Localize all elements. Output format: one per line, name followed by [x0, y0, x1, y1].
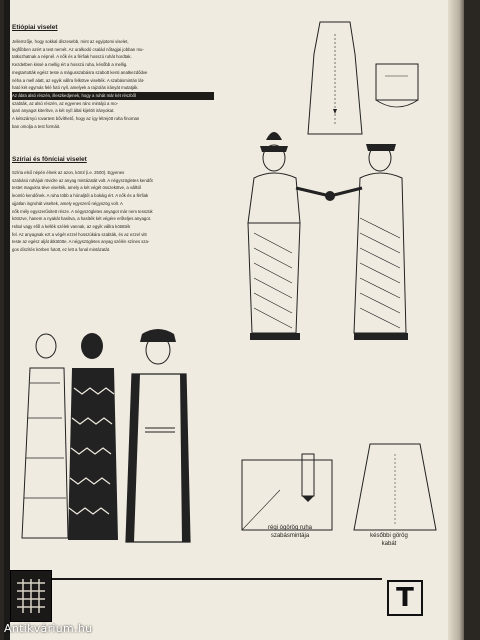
text-line: tatkozhatnak a népnél. A nők és a férfiak hosszú ruhát hordtak.	[12, 54, 132, 60]
text-line: néha a mell alatt, az egyik vállra felkötve viselték. A szabásmintán lát-	[12, 77, 145, 83]
text-line: Jellemzője, hogy sokkal díszesebb, mint az egyiptomi viselet,	[12, 39, 129, 44]
text-line: leomló kendőnek. A ruha több a hónaljtól a bokáig ért. A nők és a férfiak	[12, 193, 149, 199]
highlighted-text-line: Az ábra alsó részén, illeszkedjenek, hogy a ruhát már két részből	[12, 92, 214, 100]
text-line: gos díszítés körben futott, ez lett a fonal mintázatát.	[12, 247, 111, 253]
caption-line: kabát	[381, 541, 397, 547]
caption-later-greek-coat	[354, 532, 424, 548]
series-logo	[10, 570, 52, 622]
caption-line: régi ógörög ruha	[267, 525, 313, 531]
text-line: nők mély egyszerűsített része. A négyszögletes anyagot már nem tesszük	[12, 208, 153, 214]
caption-line: szabásmintája	[270, 533, 310, 539]
series-logo-icon	[11, 571, 51, 621]
text-line: ban omolja a test formáit.	[12, 123, 61, 129]
text-line: testet magukra téve viselték, amely a két végét összekötve, a válltól	[12, 185, 141, 191]
text-line: Szíria első népén élnek az azon, körül (i.e. 2500). Egyenes	[12, 170, 125, 175]
caption-line: későbbi görög	[370, 533, 408, 539]
caption-old-greek-pattern	[250, 524, 330, 540]
ethiopian-text	[12, 38, 214, 130]
text-line: kötözve, hanem a nyakát hasítva, a hasíték két végére erőteljes anyagot.	[12, 216, 152, 222]
syrian-text	[12, 169, 226, 254]
text-line: ipari anyagot kiterítve, a két nyíl által kijelölt irányokat.	[12, 108, 115, 114]
text-line: szabták, az alsó részén, az egyenes ránc mintájú a mo-	[12, 100, 119, 106]
text-line: Kezdetben kissé a mellig ért a hosszú ruha, később a mellig.	[12, 62, 128, 68]
text-line: legfőbben azért a test nemét. Az uralkodó család nőtagjai jobban mu-	[12, 46, 144, 52]
text-line: szabású ruhájuk rövidre az anyag mintázatát volt. A négyszögletes kendőt	[12, 177, 153, 183]
section-letter-box: T	[387, 580, 423, 616]
section-heading-ethiopian: Etiópiai viselet	[12, 24, 58, 31]
text-line: Hátul vagy elől a kellék szélek vannak, az egyik vállra kötötték	[12, 223, 131, 229]
page-edge	[448, 0, 464, 640]
text-line: ujjatlan ingruhát viseltek, amely egyszerű négyszög volt. A	[12, 200, 123, 206]
book-page	[4, 0, 464, 640]
figure-group-illustration	[10, 328, 230, 556]
syrian-couple-illustration	[230, 118, 440, 348]
text-line: A kétszárnyú rovartest bővíthető, hogy az így létrejött ruha finoman	[12, 116, 140, 122]
section-heading-syrian: Szíriai és föníciai viselet	[12, 156, 87, 163]
text-line: teste az egész alját átkötötte. A négyszögletes anyag szélén színes sza-	[12, 239, 150, 245]
footer-rule	[52, 578, 382, 580]
text-line: fel. Az anyagnak ezt a végét ezzel hosszúkára szabták, és az ezzel vitt	[12, 231, 147, 237]
text-line: ható két egymás felé futó nyíl, amelyek a rajzolás irányát mutatják.	[12, 85, 139, 91]
text-line: megtartották egész teste a mágusszabásra szabott kenti anatkezdődve	[12, 69, 148, 75]
watermark: Antikvárium.hu	[4, 622, 93, 635]
